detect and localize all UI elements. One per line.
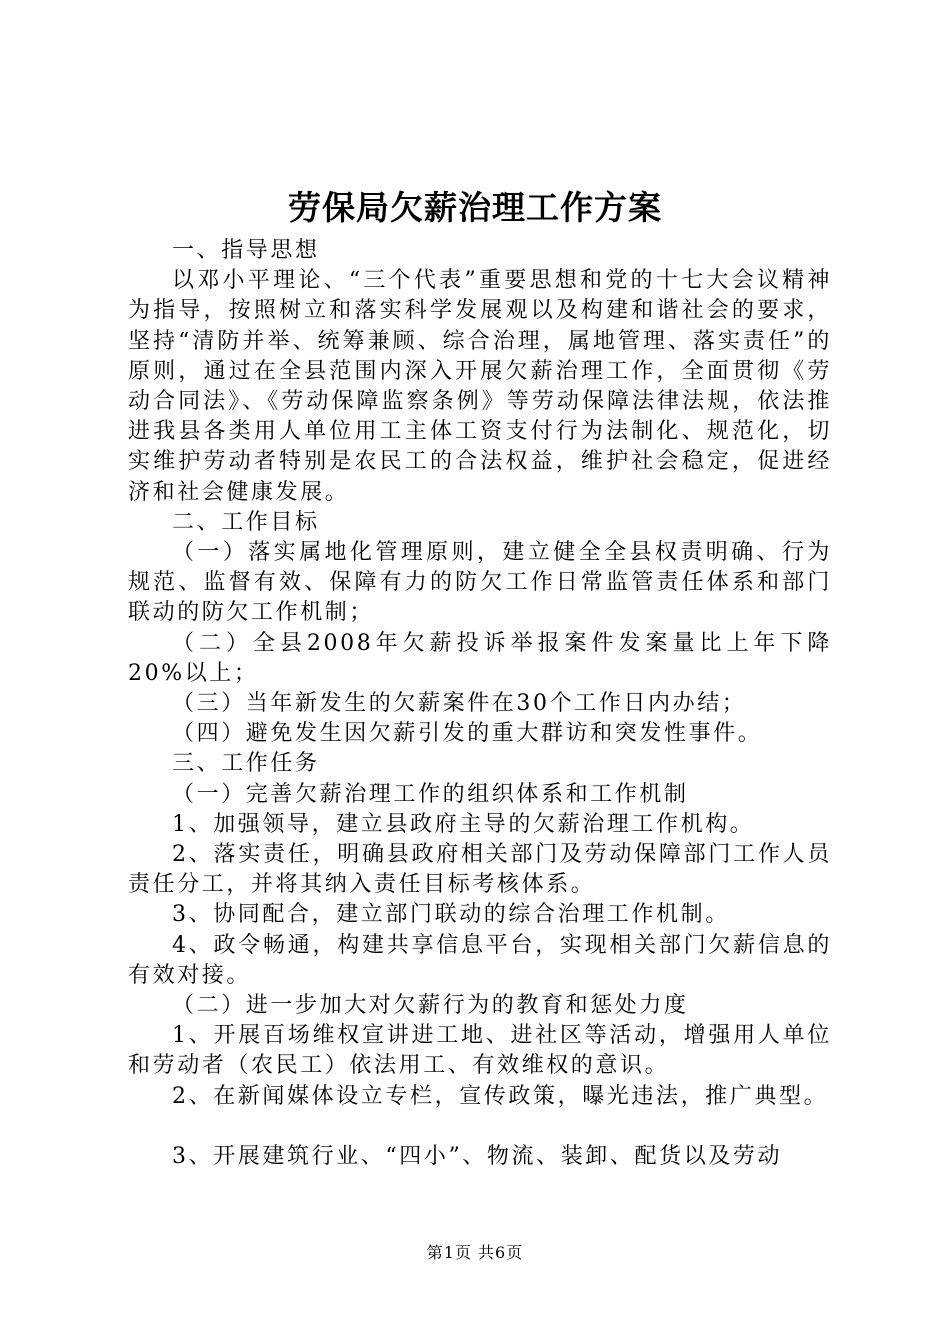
paragraph: （一）完善欠薪治理工作的组织体系和工作机制: [172, 781, 689, 807]
paragraph: 3、协同配合，建立部门联动的综合治理工作机制。: [172, 902, 730, 928]
document-title: 劳保局欠薪治理工作方案: [288, 188, 662, 227]
paragraph: （四）避免发生因欠薪引发的重大群访和突发性事件。: [172, 721, 763, 747]
paragraph: 1、开展百场维权宣讲进工地、进社区等活动，增强用人单位和劳动者（农民工）依法用工、有效维权的意识。: [128, 1023, 832, 1079]
document-body: [128, 236, 832, 1172]
paragraph: （一）落实属地化管理原则，建立健全全县权责明确、行为规范、监督有效、保障有力的防欠工作日常监管责任体系和部门联动的防欠工作机制；: [128, 540, 832, 626]
paragraph: （二）全县2008年欠薪投诉举报案件发案量比上年下降20%以上；: [128, 630, 832, 686]
section-heading: 一、指导思想: [172, 238, 320, 263]
section-heading: 三、工作任务: [172, 751, 320, 777]
paragraph: 1、加强领导，建立县政府主导的欠薪治理工作机构。: [172, 811, 755, 837]
section-heading: 二、工作目标: [172, 509, 320, 535]
paragraph: 2、落实责任，明确县政府相关部门及劳动保障部门工作人员责任分工，并将其纳入责任目标考核体系。: [128, 842, 832, 898]
paragraph: 以邓小平理论、“三个代表”重要思想和党的十七大会议精神为指导，按照树立和落实科学发展观以及构建和谐社会的要求，坚持“清防并举、统筹兼顾、综合治理，属地管理、落实责任”的原则，通过在全县范围内深入开展欠薪治理工作，全面贯彻《劳动合同法》、《劳动保障监察条例》等劳动保障法律法规，依法推进我县各类用人单位用工主体工资支付行为法制化、规范化，切实维护劳动者特别是农民工的合法权益，维护社会稳定，促进经济和社会健康发展。: [128, 268, 832, 505]
paragraph: （三）当年新发生的欠薪案件在30个工作日内办结；: [172, 691, 747, 717]
page-number: 第1页 共6页: [426, 1243, 524, 1262]
paragraph: 3、开展建筑行业、“四小”、物流、装卸、配货以及劳动: [172, 1143, 783, 1169]
paragraph: （二）进一步加大对欠薪行为的教育和惩处力度: [172, 993, 689, 1019]
paragraph: 2、在新闻媒体设立专栏，宣传政策，曝光违法，推广典型。: [172, 1083, 829, 1109]
paragraph: 4、政令畅通，构建共享信息平台，实现相关部门欠薪信息的有效对接。: [128, 932, 832, 988]
